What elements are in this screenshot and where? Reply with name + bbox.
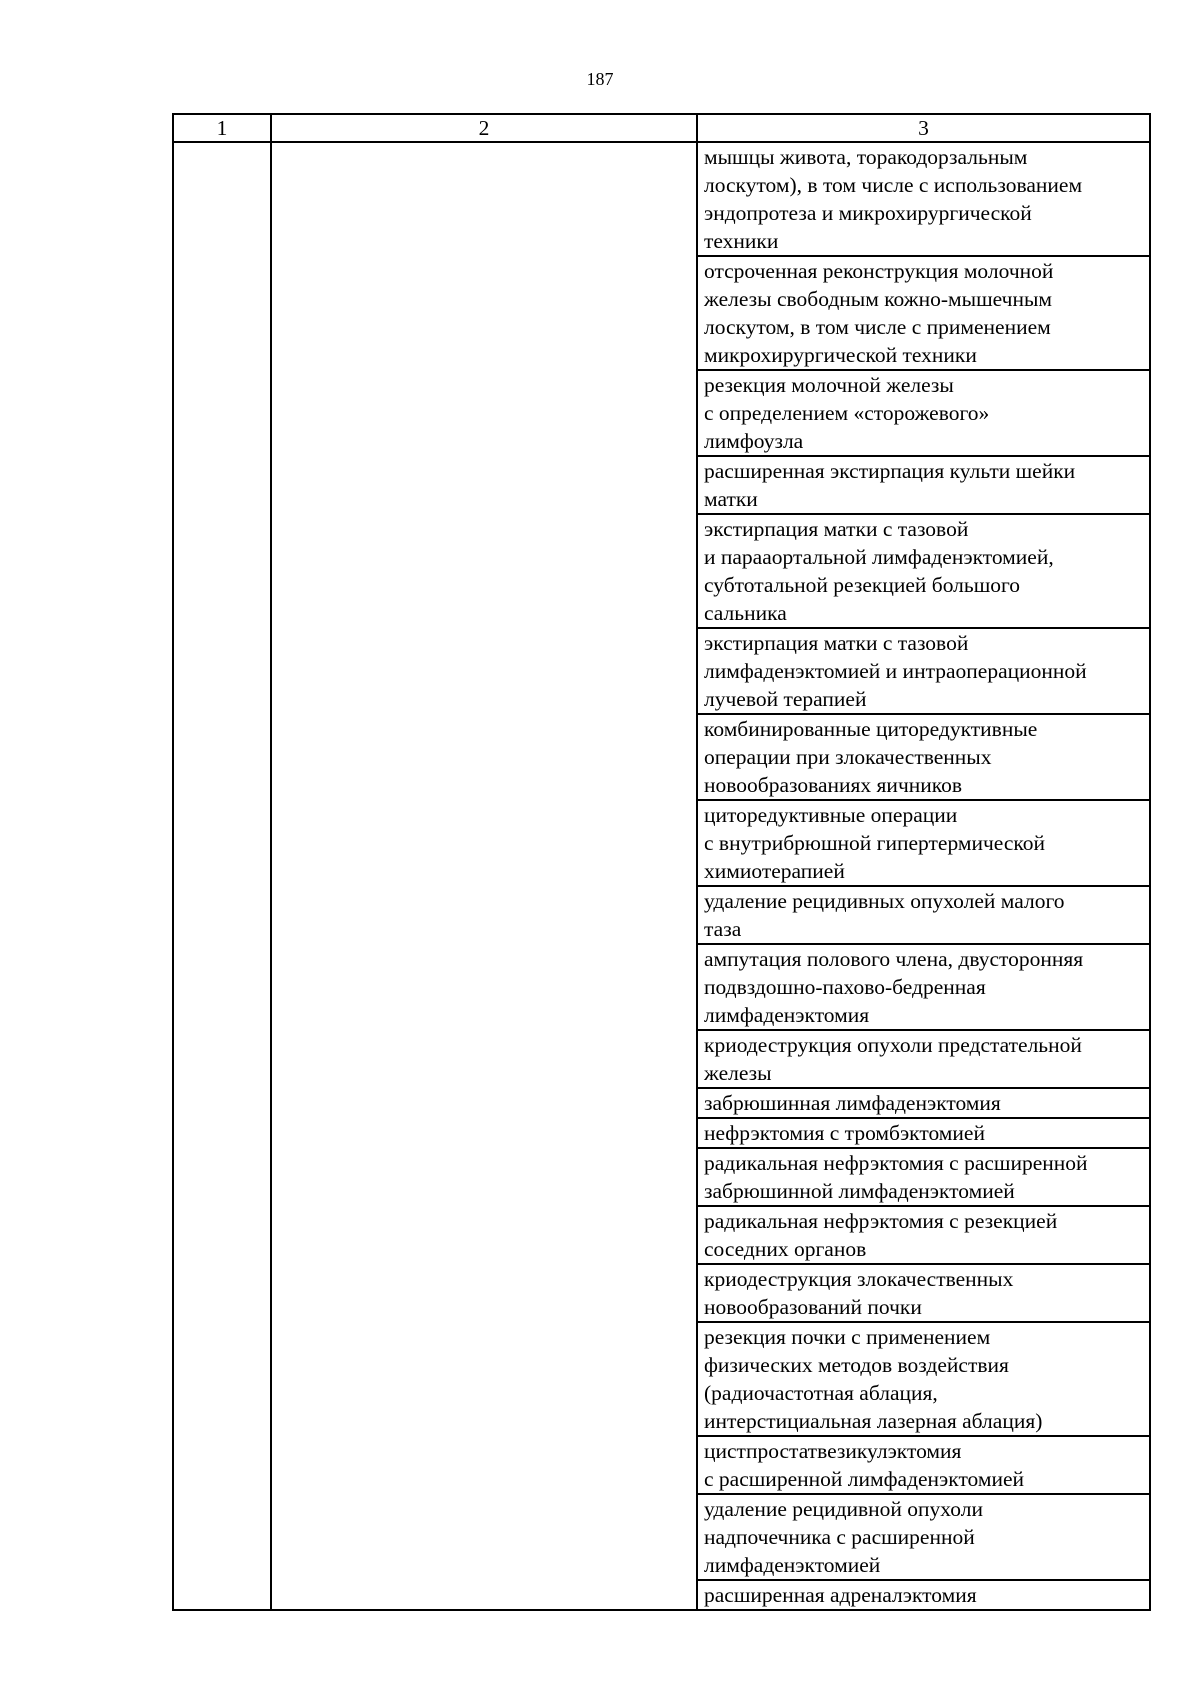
procedure-cell — [697, 944, 1150, 1030]
procedure-text-line: удаление рецидивной опухоли — [704, 1497, 983, 1521]
procedure-text-line: новообразований почки — [704, 1295, 922, 1319]
procedure-cell — [697, 1322, 1150, 1436]
procedure-cell — [697, 1436, 1150, 1494]
procedure-text-line: техники — [704, 229, 779, 253]
procedure-cell — [697, 514, 1150, 628]
procedure-text-line: химиотерапией — [704, 859, 845, 883]
column-2-cell — [271, 142, 697, 1610]
procedure-text-line: лимфоузла — [704, 429, 804, 453]
column-header-1: 1 — [173, 114, 271, 142]
procedure-cell — [697, 1088, 1150, 1118]
procedure-text-line: резекция молочной железы — [704, 373, 954, 397]
procedure-cell — [697, 1148, 1150, 1206]
procedure-cell — [697, 370, 1150, 456]
procedure-text-line: удаление рецидивных опухолей малого — [704, 889, 1065, 913]
procedure-text-line: с внутрибрюшной гипертермической — [704, 831, 1046, 855]
procedure-text-line: ампутация полового члена, двусторонняя — [704, 947, 1084, 971]
procedure-text-line: нефрэктомия с тромбэктомией — [704, 1121, 985, 1145]
procedure-text-line: надпочечника с расширенной — [704, 1525, 975, 1549]
procedure-text-line: железы свободным кожно-мышечным — [704, 287, 1053, 311]
procedure-text-line: лучевой терапией — [704, 687, 867, 711]
procedure-cell — [697, 1264, 1150, 1322]
procedure-text-line: лимфаденэктомия — [704, 1003, 870, 1027]
procedure-text-line: железы — [704, 1061, 772, 1085]
procedure-cell — [697, 1580, 1150, 1610]
procedure-text-line: лимфаденэктомией и интраоперационной — [704, 659, 1087, 683]
procedure-text-line: лимфаденэктомией — [704, 1553, 881, 1577]
procedure-text-line: субтотальной резекцией большого — [704, 573, 1021, 597]
procedure-text-line: резекция почки с применением — [704, 1325, 991, 1349]
procedure-text-line: новообразованиях яичников — [704, 773, 963, 797]
procedure-text-line: криодеструкция опухоли предстательной — [704, 1033, 1082, 1057]
procedure-text-line: циторедуктивные операции — [704, 803, 958, 827]
procedure-text-line: расширенная экстирпация культи шейки — [704, 459, 1076, 483]
page-number: 187 — [586, 69, 614, 89]
procedure-text-line: подвздошно-пахово-бедренная — [704, 975, 986, 999]
procedure-text-line: экстирпация матки с тазовой — [704, 517, 969, 541]
procedure-cell — [697, 714, 1150, 800]
procedure-cell — [697, 456, 1150, 514]
column-header-2: 2 — [271, 114, 697, 142]
procedure-text-line: сальника — [704, 601, 787, 625]
procedure-cell — [697, 1494, 1150, 1580]
procedure-text-line: экстирпация матки с тазовой — [704, 631, 969, 655]
procedure-text-line: радикальная нефрэктомия с резекцией — [704, 1209, 1058, 1233]
procedure-text-line: матки — [704, 487, 758, 511]
procedure-text-line: микрохирургической техники — [704, 343, 977, 367]
column-header-3: 3 — [697, 114, 1150, 142]
procedure-text-line: отсроченная реконструкция молочной — [704, 259, 1054, 283]
procedure-text-line: лоскутом, в том числе с применением — [704, 315, 1051, 339]
procedure-text-line: операции при злокачественных — [704, 745, 992, 769]
procedure-cell — [697, 1118, 1150, 1148]
procedure-text-line: и парааортальной лимфаденэктомией, — [704, 545, 1054, 569]
procedure-text-line: забрюшинная лимфаденэктомия — [704, 1091, 1001, 1115]
procedure-cell — [697, 142, 1150, 256]
table-header-row — [173, 114, 1150, 142]
procedure-text-line: таза — [704, 917, 742, 941]
procedures-table — [172, 113, 1151, 1611]
procedure-text-line: комбинированные циторедуктивные — [704, 717, 1038, 741]
procedure-text-line: лоскутом), в том числе с использованием — [704, 173, 1083, 197]
table-row — [173, 142, 1150, 256]
procedure-text-line: цистпростатвезикулэктомия — [704, 1439, 962, 1463]
table-body — [173, 142, 1150, 1610]
column-1-cell — [173, 142, 271, 1610]
procedure-cell — [697, 1030, 1150, 1088]
procedure-text-line: соседних органов — [704, 1237, 867, 1261]
procedure-cell — [697, 886, 1150, 944]
procedure-text-line: интерстициальная лазерная аблация) — [704, 1409, 1043, 1433]
procedure-cell — [697, 1206, 1150, 1264]
procedure-text-line: эндопротеза и микрохирургической — [704, 201, 1032, 225]
procedure-cell — [697, 256, 1150, 370]
procedure-text-line: забрюшинной лимфаденэктомией — [704, 1179, 1015, 1203]
procedure-text-line: с определением «сторожевого» — [704, 401, 990, 425]
procedure-text-line: криодеструкция злокачественных — [704, 1267, 1014, 1291]
procedure-cell — [697, 800, 1150, 886]
procedure-text-line: радикальная нефрэктомия с расширенной — [704, 1151, 1088, 1175]
procedure-text-line: мышцы живота, торакодорзальным — [704, 145, 1028, 169]
procedure-cell — [697, 628, 1150, 714]
procedure-text-line: физических методов воздействия — [704, 1353, 1009, 1377]
procedure-text-line: с расширенной лимфаденэктомией — [704, 1467, 1025, 1491]
procedure-text-line: (радиочастотная аблация, — [704, 1381, 938, 1405]
procedure-text-line: расширенная адреналэктомия — [704, 1583, 977, 1607]
